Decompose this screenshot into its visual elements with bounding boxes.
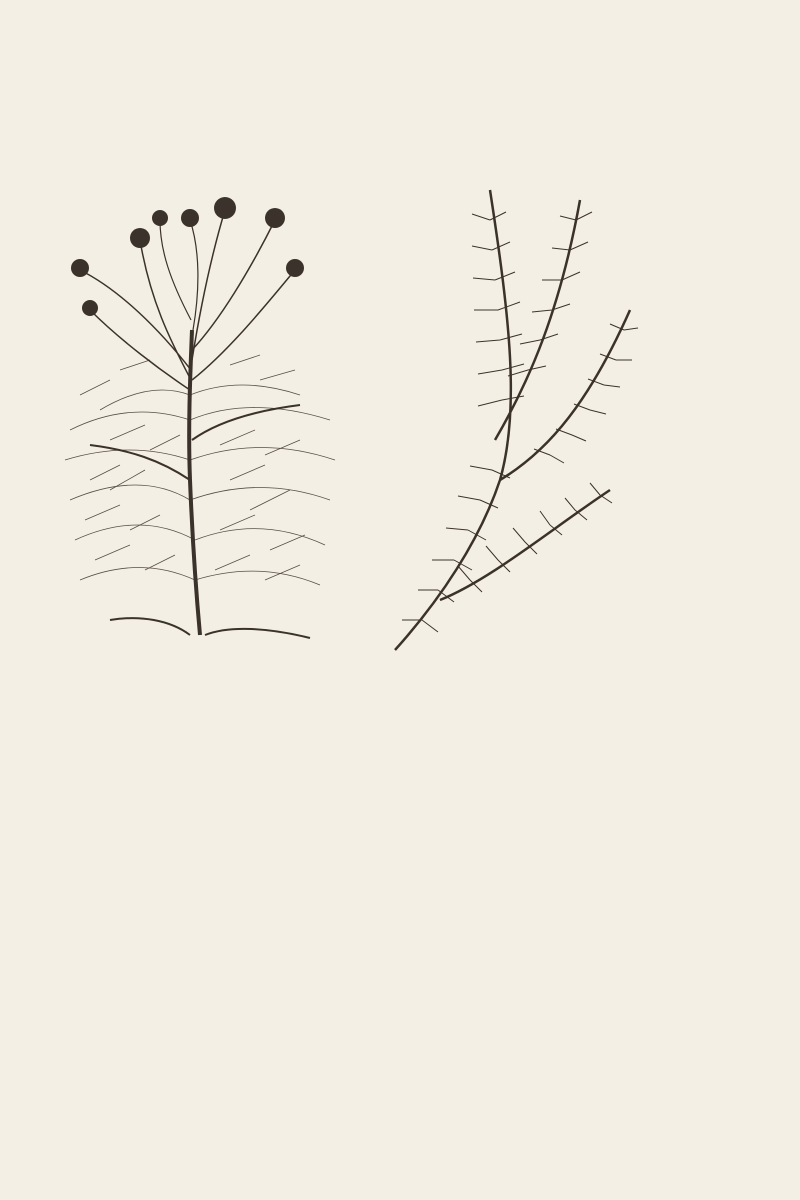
rosmarino-woodcut-illustration [50, 180, 350, 650]
rosmarino-coronario-woodcut-illustration [380, 180, 650, 660]
